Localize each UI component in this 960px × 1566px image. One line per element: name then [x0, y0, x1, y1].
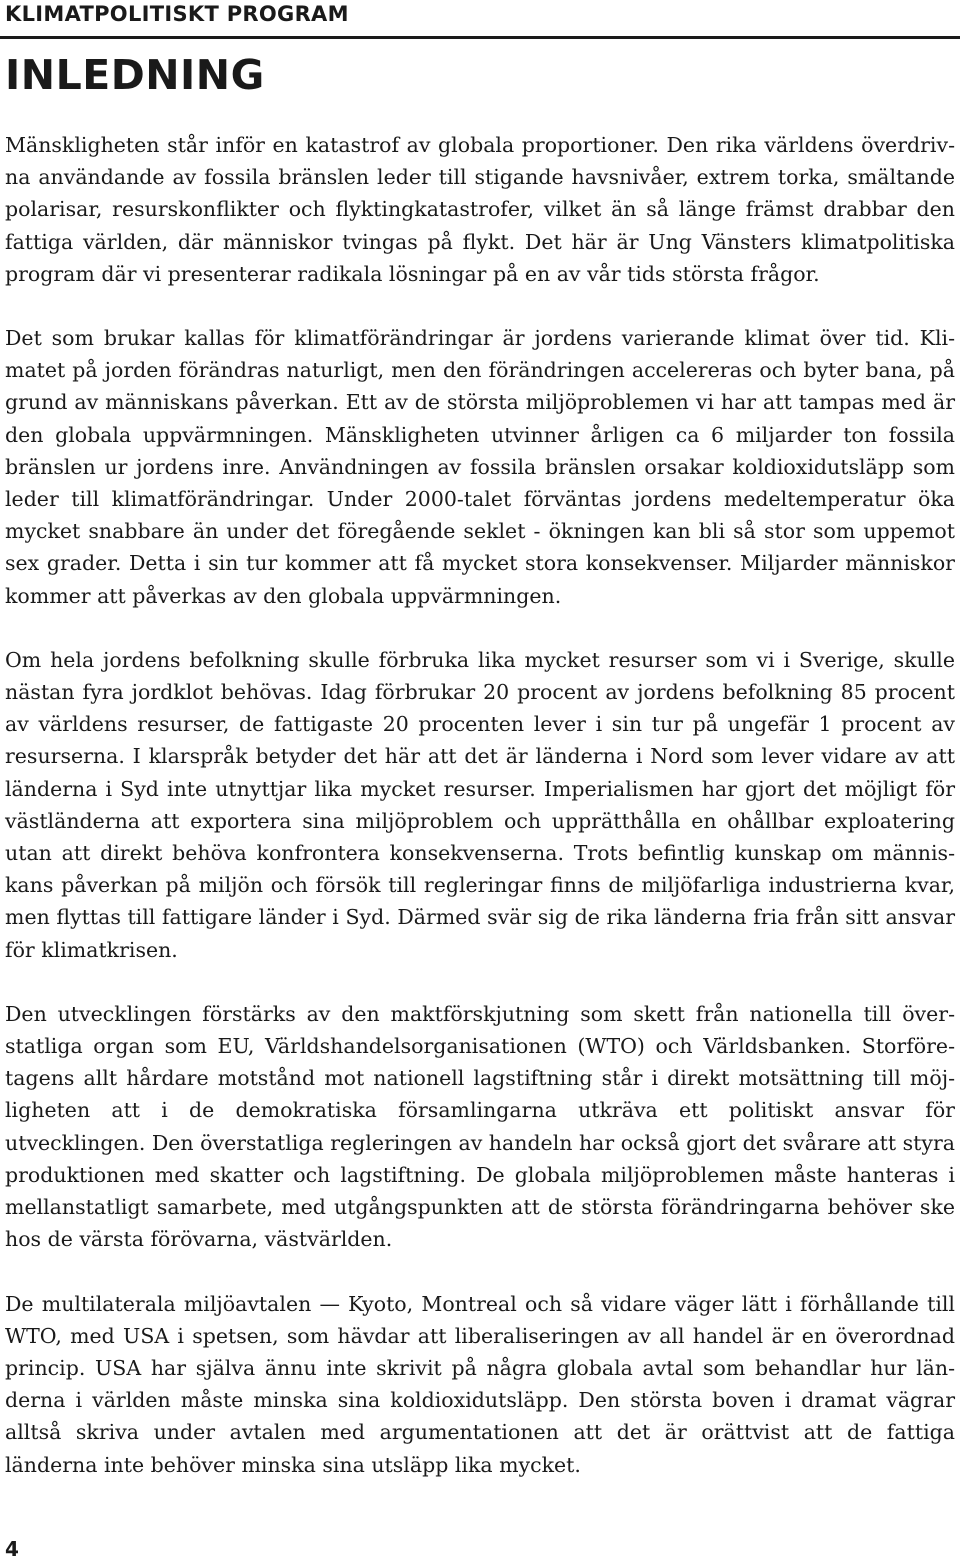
paragraph-resources: Om hela jordens befolkning skulle förbruka lika mycket resurser som vi i Sverige, skulle nästan fyra jordklot behövas. Idag förbrukar 20 procent av jordens befolkning 85 procent av världens resurser, de fattigaste 20 procenten lever i sin tur på ungefär 1 procent av resurserna. I klarspråk betyder det här att det är länderna i Nord som lever vidare av att länderna i Syd inte utnyttjar lika mycket resurser. Imperialismen har gjort det möjligt för västländerna att exportera sina miljöproblem och upprätthålla en ohållbar exploatering utan att direkt behöva konfrontera konsekvenserna. Trots befintlig kunskap om människans påverkan på miljön och försök till regleringar finns de miljöfarliga industrierna kvar, men flyttas till fattigare länder i Syd. Därmed svär sig de rika länderna fria från sitt ansvar för klimatkrisen. [5, 647, 955, 962]
page-number: 4 [5, 1537, 19, 1561]
body-text [5, 129, 955, 1481]
paragraph-supranational: Den utvecklingen förstärks av den maktförskjutning som skett från nationella till överstatliga organ som EU, Världshandelsorganisationen (WTO) och Världsbanken. Storföretagens allt hårdare motstånd mot nationell lagstiftning står i direkt motsättning till möjligheten att i de demokratiska församlingarna utkräva ett politiskt ansvar för utvecklingen. Den överstatliga regleringen av handeln har också gjort det svårare att styra produktionen med skatter och lagstiftning. De globala miljöproblemen måste hanteras i mellanstatligt samarbete, med utgångspunkten att de största förändringarna behöver ske hos de värsta förövarna, västvärlden. [5, 1001, 955, 1252]
header-rule [0, 36, 960, 39]
running-header-title: KLIMATPOLITISKT PROGRAM [5, 2, 349, 26]
paragraph-intro: Mänskligheten står inför en katastrof av globala proportioner. Den rika världens överdrivna användande av fossila bränslen leder till stigande havsnivåer, extrem torka, smältande polarisar, resurskonflikter och flyktingkatastrofer, vilket än så länge främst drabbar den fattiga världen, där människor tvingas på flykt. Det här är Ung Vänsters klimatpolitiska program där vi presenterar radikala lösningar på en av vår tids största frågor. [5, 133, 955, 286]
section-title: INLEDNING [5, 51, 265, 99]
paragraph-multilateral: De multilaterala miljöavtalen — Kyoto, Montreal och så vidare väger lätt i förhållande till WTO, med USA i spetsen, som hävdar att liberaliseringen av all handel är en överordnad princip. USA har själva ännu inte skrivit på några globala avtal som behandlar hur länderna i världen måste minska sina koldioxidutsläpp. Den största boven i dramat vägrar alltså skriva under avtalen med argumentationen att det är orättvist att de fattiga länderna inte behöver minska sina utsläpp lika mycket. [5, 1291, 955, 1477]
paragraph-climate-change: Det som brukar kallas för klimatförändringar är jordens varierande klimat över tid. Klimatet på jorden förändras naturligt, men den förändringen accelereras och byter bana, på grund av människans påverkan. Ett av de största miljöproblemen vi har att tampas med är den globala uppvärmningen. Mänskligheten utvinner årligen ca 6 miljarder ton fossila bränslen ur jordens inre. Användningen av fossila bränslen orsakar koldioxidutsläpp som leder till klimatförändringar. Under 2000-talet förväntas jordens medeltemperatur öka mycket snabbare än under det föregående seklet - ökningen kan bli så stor som uppemot sex grader. Detta i sin tur kommer att få mycket stora konsekvenser. Miljarder människor kommer att påverkas av den globala uppvärmningen. [5, 326, 955, 608]
